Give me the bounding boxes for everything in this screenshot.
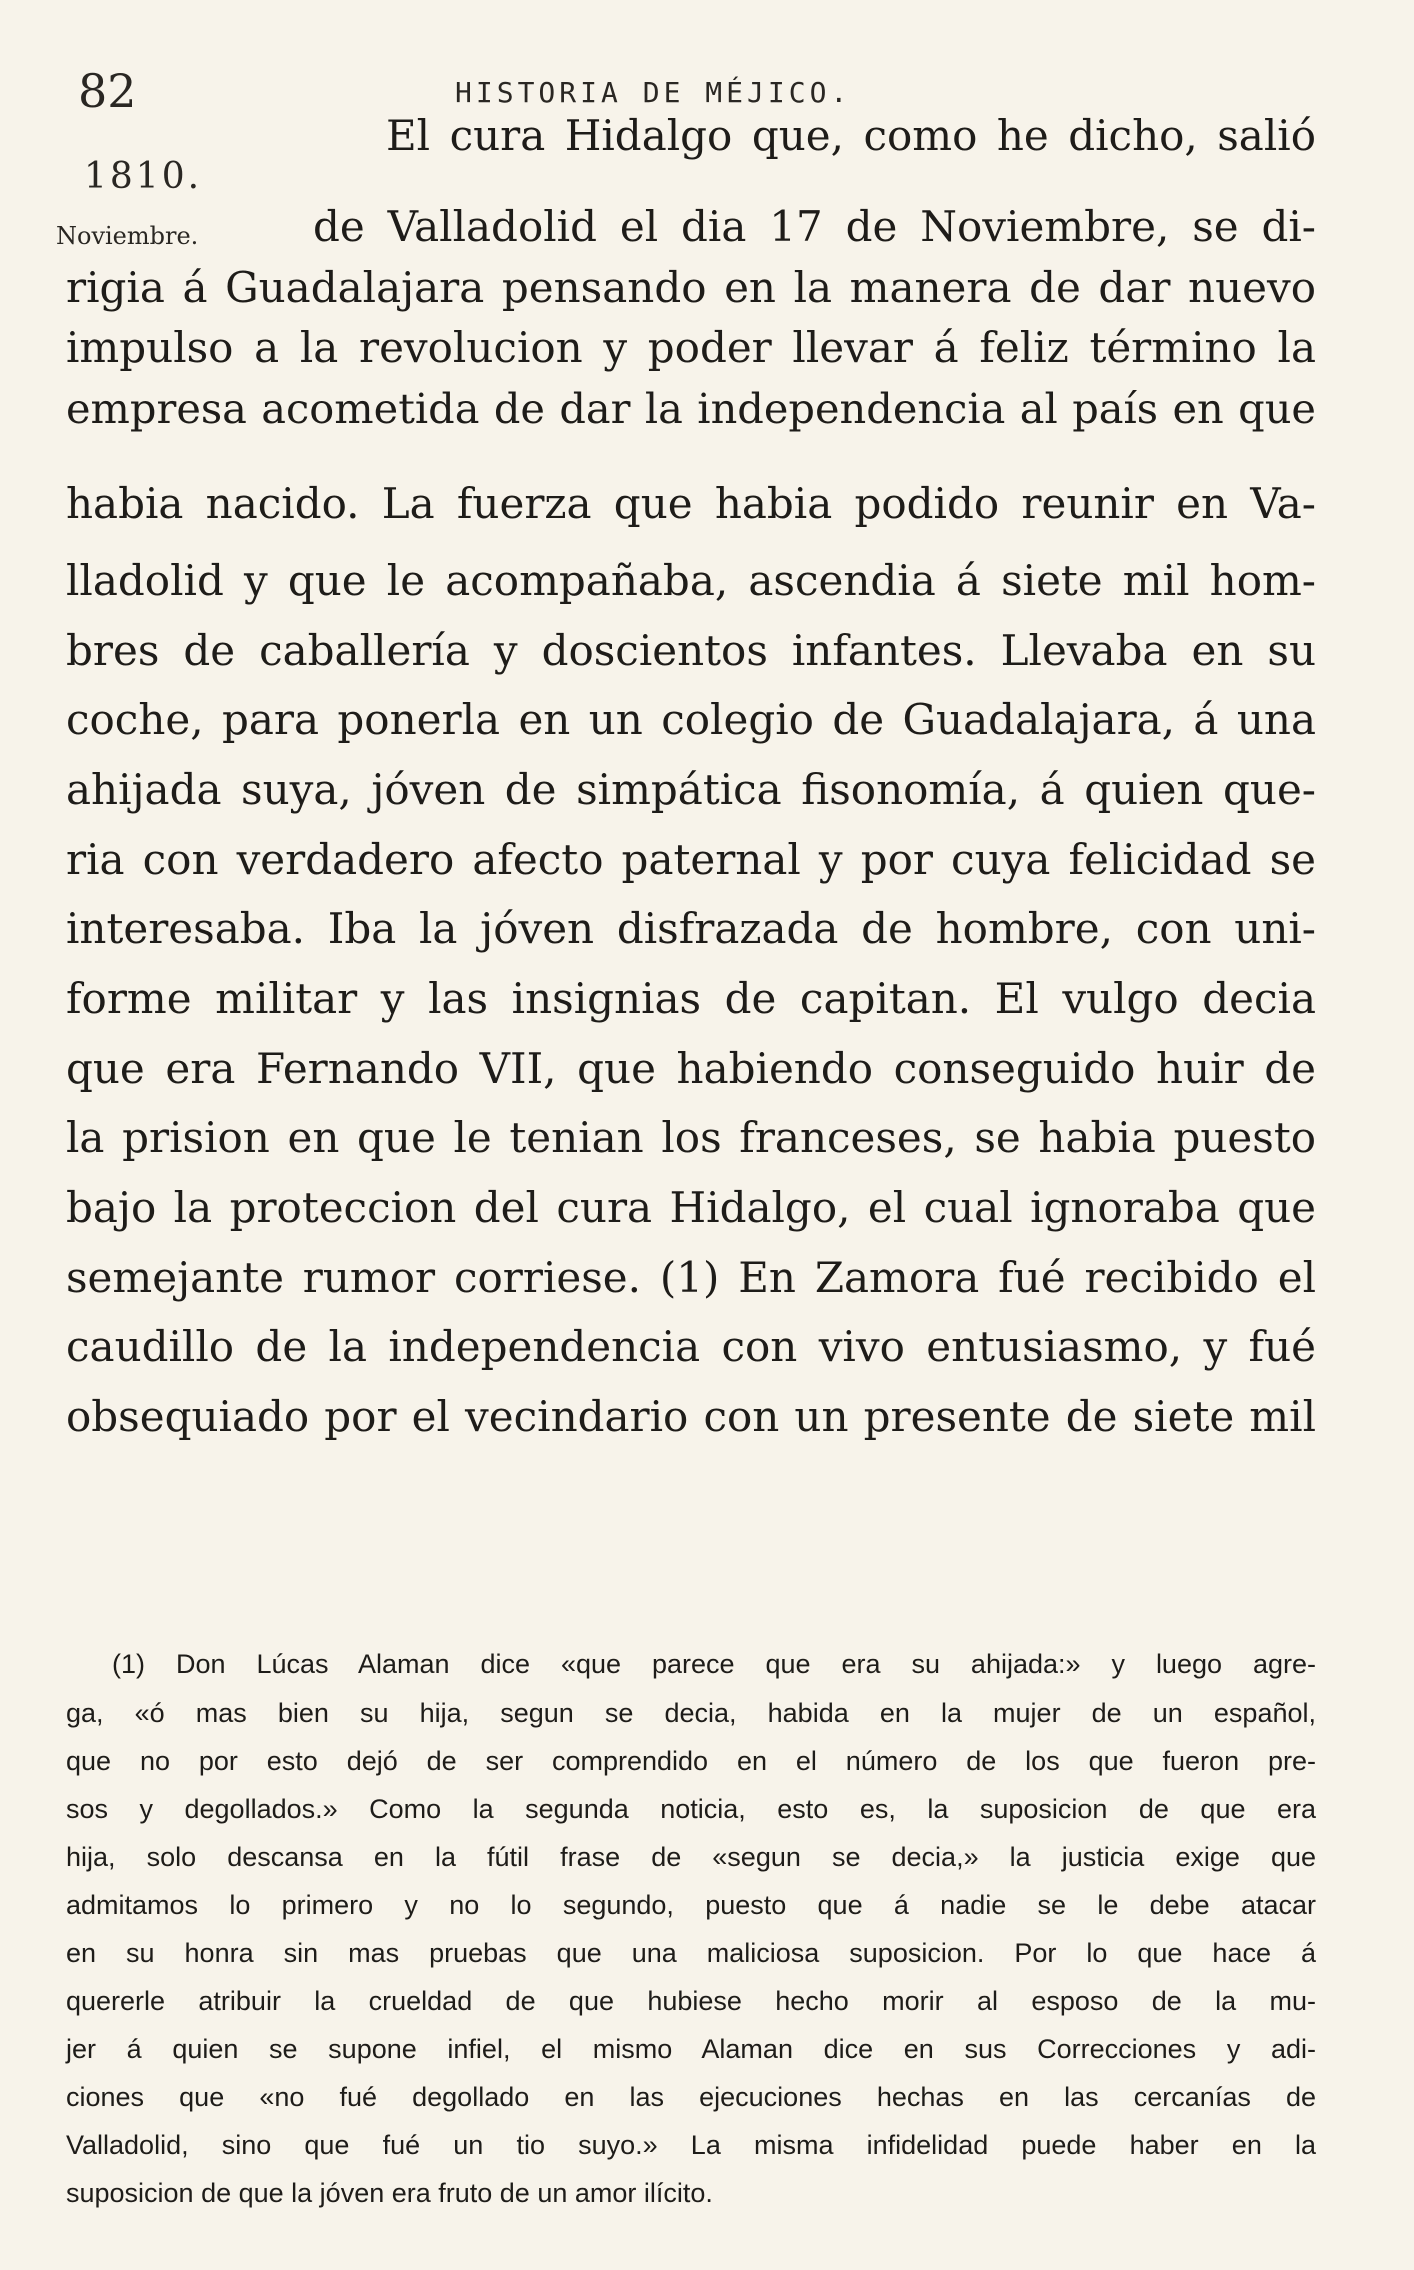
page-number: 82 (78, 64, 137, 118)
footnote-line: que no por esto dejó de ser comprendido en el número de los que fueron pre- (66, 1746, 1316, 1776)
margin-note-year: 1810. (84, 156, 203, 197)
footnote-line: Valladolid, sino que fué un tio suyo.» La misma infidelidad puede haber en la (66, 2130, 1316, 2160)
footnote-line: en su honra sin mas pruebas que una maliciosa suposicion. Por lo que hace á (66, 1938, 1316, 1968)
margin-note-month: Noviembre. (56, 222, 199, 250)
body-line: caudillo de la independencia con vivo entusiasmo, y fué (66, 1322, 1316, 1371)
footnote-line: quererle atribuir la crueldad de que hubiese hecho morir al esposo de la mu- (66, 1986, 1316, 2016)
body-line: bajo la proteccion del cura Hidalgo, el cual ignoraba que (66, 1183, 1316, 1232)
body-line: semejante rumor corriese. (1) En Zamora fué recibido el (66, 1253, 1316, 1302)
body-line: obsequiado por el vecindario con un presente de siete mil (66, 1392, 1316, 1441)
footnote-line: jer á quien se supone infiel, el mismo Alaman dice en sus Correcciones y adi- (66, 2034, 1316, 2064)
body-line: forme militar y las insignias de capitan. El vulgo decia (66, 974, 1316, 1023)
body-line: interesaba. Iba la jóven disfrazada de hombre, con uni- (66, 904, 1316, 953)
footnote-line: sos y degollados.» Como la segunda noticia, esto es, la suposicion de que era (66, 1794, 1316, 1824)
body-line: ria con verdadero afecto paternal y por cuya felicidad se (66, 835, 1316, 884)
footnote-line: admitamos lo primero y no lo segundo, puesto que á nadie se le debe atacar (66, 1890, 1316, 1920)
body-line: rigia á Guadalajara pensando en la manera de dar nuevo (66, 263, 1316, 312)
body-line: habia nacido. La fuerza que habia podido reunir en Va- (66, 479, 1316, 528)
body-line: de Valladolid el dia 17 de Noviembre, se di- (313, 202, 1316, 251)
body-line: impulso a la revolucion y poder llevar á feliz término la (66, 323, 1316, 372)
body-line: coche, para ponerla en un colegio de Guadalajara, á una (66, 695, 1316, 744)
body-line: ahijada suya, jóven de simpática fisonomía, á quien que- (66, 765, 1316, 814)
running-title: HISTORIA DE MÉJICO. (455, 76, 852, 109)
body-line: la prision en que le tenian los franceses, se habia puesto (66, 1113, 1316, 1162)
body-line: que era Fernando VII, que habiendo conseguido huir de (66, 1044, 1316, 1093)
footnote-line: ciones que «no fué degollado en las ejecuciones hechas en las cercanías de (66, 2082, 1316, 2112)
footnote-line: suposicion de que la jóven era fruto de un amor ilícito. (66, 2178, 713, 2208)
footnote-line: (1) Don Lúcas Alaman dice «que parece que era su ahijada:» y luego agre- (112, 1649, 1316, 1679)
footnote-line: hija, solo descansa en la fútil frase de «segun se decia,» la justicia exige que (66, 1842, 1316, 1872)
footnote-line: ga, «ó mas bien su hija, segun se decia, habida en la mujer de un español, (66, 1698, 1316, 1728)
body-line: bres de caballería y doscientos infantes. Llevaba en su (66, 626, 1316, 675)
body-line: lladolid y que le acompañaba, ascendia á siete mil hom- (66, 556, 1316, 605)
body-line: empresa acometida de dar la independencia al país en que (66, 384, 1316, 433)
body-line: El cura Hidalgo que, como he dicho, salió (386, 111, 1316, 160)
